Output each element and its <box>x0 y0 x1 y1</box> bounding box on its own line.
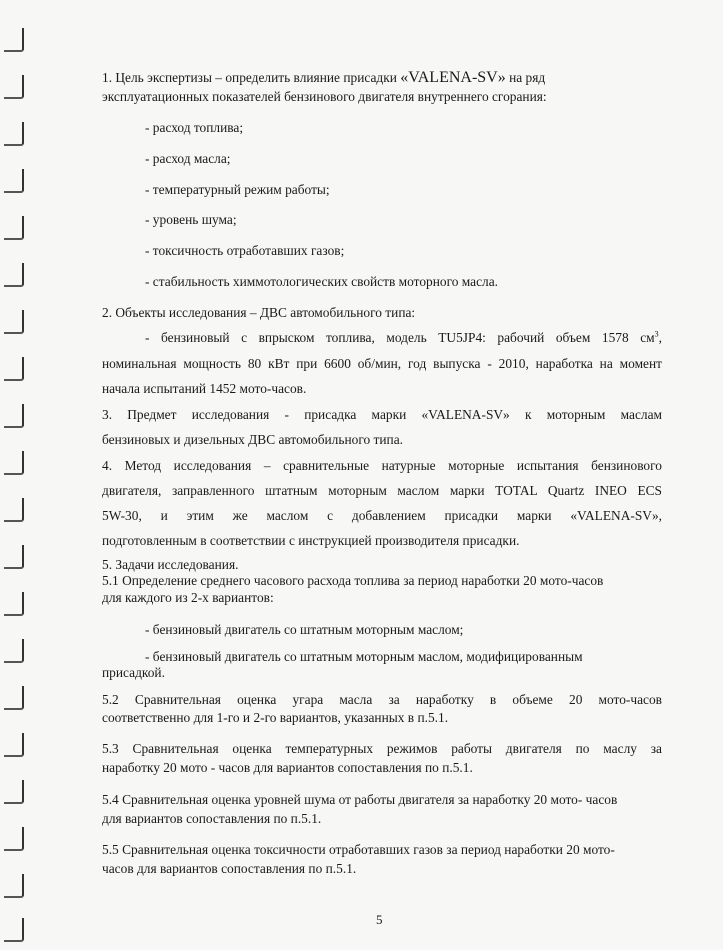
section1-item: - стабильность химмотологических свойств моторного масла. <box>145 274 499 289</box>
section5-4-line1: 5.4 Сравнительная оценка уровней шума от работы двигателя за наработку 20 мото- часов <box>102 792 618 807</box>
section4-line4: подготовленным в соответствии с инструкцией производителя присадки. <box>102 533 520 548</box>
section5-1-line2: для каждого из 2-х вариантов: <box>102 590 274 605</box>
variant-item: - бензиновый двигатель со штатным моторным маслом, модифицированным <box>145 649 583 664</box>
section5-2-line2: соответственно для 1-го и 2-го вариантов, указанных в п.5.1. <box>102 710 449 725</box>
section3-line1: 3. Предмет исследования - присадка марки «VALENA-SV» к моторным маслам <box>102 407 662 422</box>
variant-item-cont: присадкой. <box>102 665 165 680</box>
variant-item: - бензиновый двигатель со штатным моторным маслом; <box>145 622 464 637</box>
brand-name: «VALENA-SV» <box>400 69 506 86</box>
section1-line2: эксплуатационных показателей бензинового двигателя внутреннего сгорания: <box>102 89 547 104</box>
section1-item: - температурный режим работы; <box>145 182 330 197</box>
section1-item: - токсичность отработавших газов; <box>145 243 345 258</box>
section5-2-line1: 5.2 Сравнительная оценка угара масла за наработку в объеме 20 мото-часов <box>102 692 662 707</box>
section2-line1: - бензиновый с впрыском топлива, модель TU5JP4: рабочий объем 1578 $см^3$, <box>145 329 662 345</box>
spiral-binding <box>0 0 30 950</box>
section5-5-line2: часов для вариантов сопоставления по п.5.1. <box>102 861 357 876</box>
page-number: 5 <box>376 912 383 927</box>
section1-item: - уровень шума; <box>145 212 237 227</box>
section1-item: - расход топлива; <box>145 120 244 135</box>
section5-1-line1: 5.1 Определение среднего часового расхода топлива за период наработки 20 мото-часов <box>102 573 604 588</box>
section1-item: - расход масла; <box>145 151 231 166</box>
section5-4-line2: для вариантов сопоставления по п.5.1. <box>102 811 322 826</box>
section4-line1: 4. Метод исследования – сравнительные натурные моторные испытания бензинового <box>102 458 662 473</box>
section5-title: 5. Задачи исследования. <box>102 557 239 572</box>
section5-5-line1: 5.5 Сравнительная оценка токсичности отработавших газов за период наработки 20 мото- <box>102 842 615 857</box>
section4-line2: двигателя, заправленного штатным моторным маслом марки TOTAL Quartz INEO ECS <box>102 483 662 498</box>
section5-3-line1: 5.3 Сравнительная оценка температурных режимов работы двигателя по маслу за <box>102 741 662 756</box>
section5-3-line2: наработку 20 мото - часов для вариантов сопоставления по п.5.1. <box>102 760 473 775</box>
section1-line1: 1. Цель экспертизы – определить влияние присадки «VALENA-SV» на ряд <box>102 69 546 86</box>
section4-line3: 5W-30, и этим же маслом с добавлением присадки марки «VALENA-SV», <box>102 508 662 523</box>
section2-title: 2. Объекты исследования – ДВС автомобильного типа: <box>102 305 416 320</box>
section2-line2: номинальная мощность 80 кВт при 6600 об/мин, год выпуска - 2010, наработка на момент <box>102 356 662 371</box>
section3-line2: бензиновых и дизельных ДВС автомобильного типа. <box>102 432 404 447</box>
section2-line3: начала испытаний 1452 мото-часов. <box>102 381 307 396</box>
